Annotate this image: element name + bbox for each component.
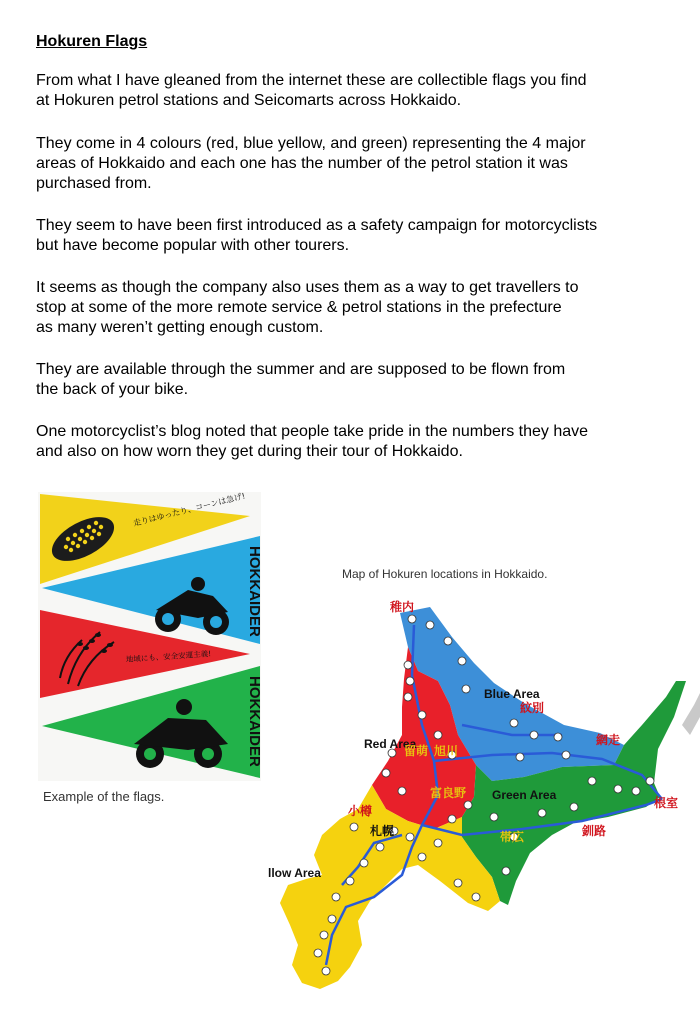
map-caption: Map of Hokuren locations in Hokkaido. (342, 567, 548, 581)
city-label-nemuro: 根室 (654, 796, 679, 810)
paragraph-4 (36, 278, 686, 338)
text-line: but have become popular with other tourers. (36, 237, 350, 254)
text-line: at Hokuren petrol stations and Seicomarts across Hokkaido. (36, 92, 462, 109)
text-line: the back of your bike. (36, 381, 189, 398)
text-line: purchased from. (36, 175, 152, 192)
city-label-wakkanai: 稚内 (390, 600, 415, 614)
map-illustration (262, 585, 700, 1004)
island (682, 693, 700, 735)
city-label-monbetsu: 紋別 (520, 701, 545, 715)
city-label-abashiri: 網走 (596, 733, 621, 747)
paragraph-6 (36, 422, 686, 462)
text-line: It seems as though the company also uses them as a way to get travellers to (36, 279, 579, 296)
text-line: areas of Hokkaido and each one has the number of the petrol station it was (36, 155, 568, 172)
red-flag-slogan: 地域にも、安全安運主義! (125, 649, 212, 664)
text-line: stop at some of the more remote service & petrol stations in the prefecture (36, 299, 562, 316)
flags-caption: Example of the flags. (43, 789, 165, 804)
green-flag-brand: HOKKAIDER (246, 676, 263, 767)
hokkaido-map (262, 585, 700, 1004)
blue-area-label: Blue Area (484, 687, 540, 701)
paragraph-1 (36, 71, 686, 111)
paragraph-3 (36, 216, 686, 256)
document-title: Hokuren Flags (36, 33, 148, 50)
blue-flag-brand: HOKKAIDER (246, 546, 263, 637)
text-line: One motorcyclist’s blog noted that people take pride in the numbers they have (36, 423, 589, 440)
text-line: From what I have gleaned from the internet these are collectible flags you find (36, 72, 587, 89)
yellow-flag-slogan: 走りはゆったり、コーンは急げ! (132, 491, 247, 528)
city-label-kushiro: 釧路 (582, 824, 607, 838)
yellow-area-label: llow Area (268, 866, 321, 880)
green-area-label: Green Area (492, 788, 557, 802)
city-label-furano: 富良野 (430, 786, 467, 800)
flags-illustration (38, 492, 261, 781)
city-label-sapporo: 札幌 (370, 824, 395, 838)
text-line: They come in 4 colours (red, blue yellow, and green) representing the 4 major (36, 135, 586, 152)
red-area-label: Red Area (364, 737, 417, 751)
paragraph-5 (36, 360, 686, 400)
city-label-asahikawa: 旭川 (434, 744, 459, 758)
text-line: They are available through the summer and are supposed to be flown from (36, 361, 566, 378)
paragraph-2 (36, 134, 686, 194)
flags-photo (38, 492, 261, 781)
city-label-rumoi: 留萌 (404, 744, 429, 758)
text-line: They seem to have been first introduced as a safety campaign for motorcyclists (36, 217, 598, 234)
city-label-otaru: 小樽 (348, 804, 373, 818)
city-label-obihiro: 帯広 (500, 830, 525, 844)
text-line: and also on how worn they get during their tour of Hokkaido. (36, 443, 463, 460)
text-line: as many weren’t getting enough custom. (36, 319, 324, 336)
